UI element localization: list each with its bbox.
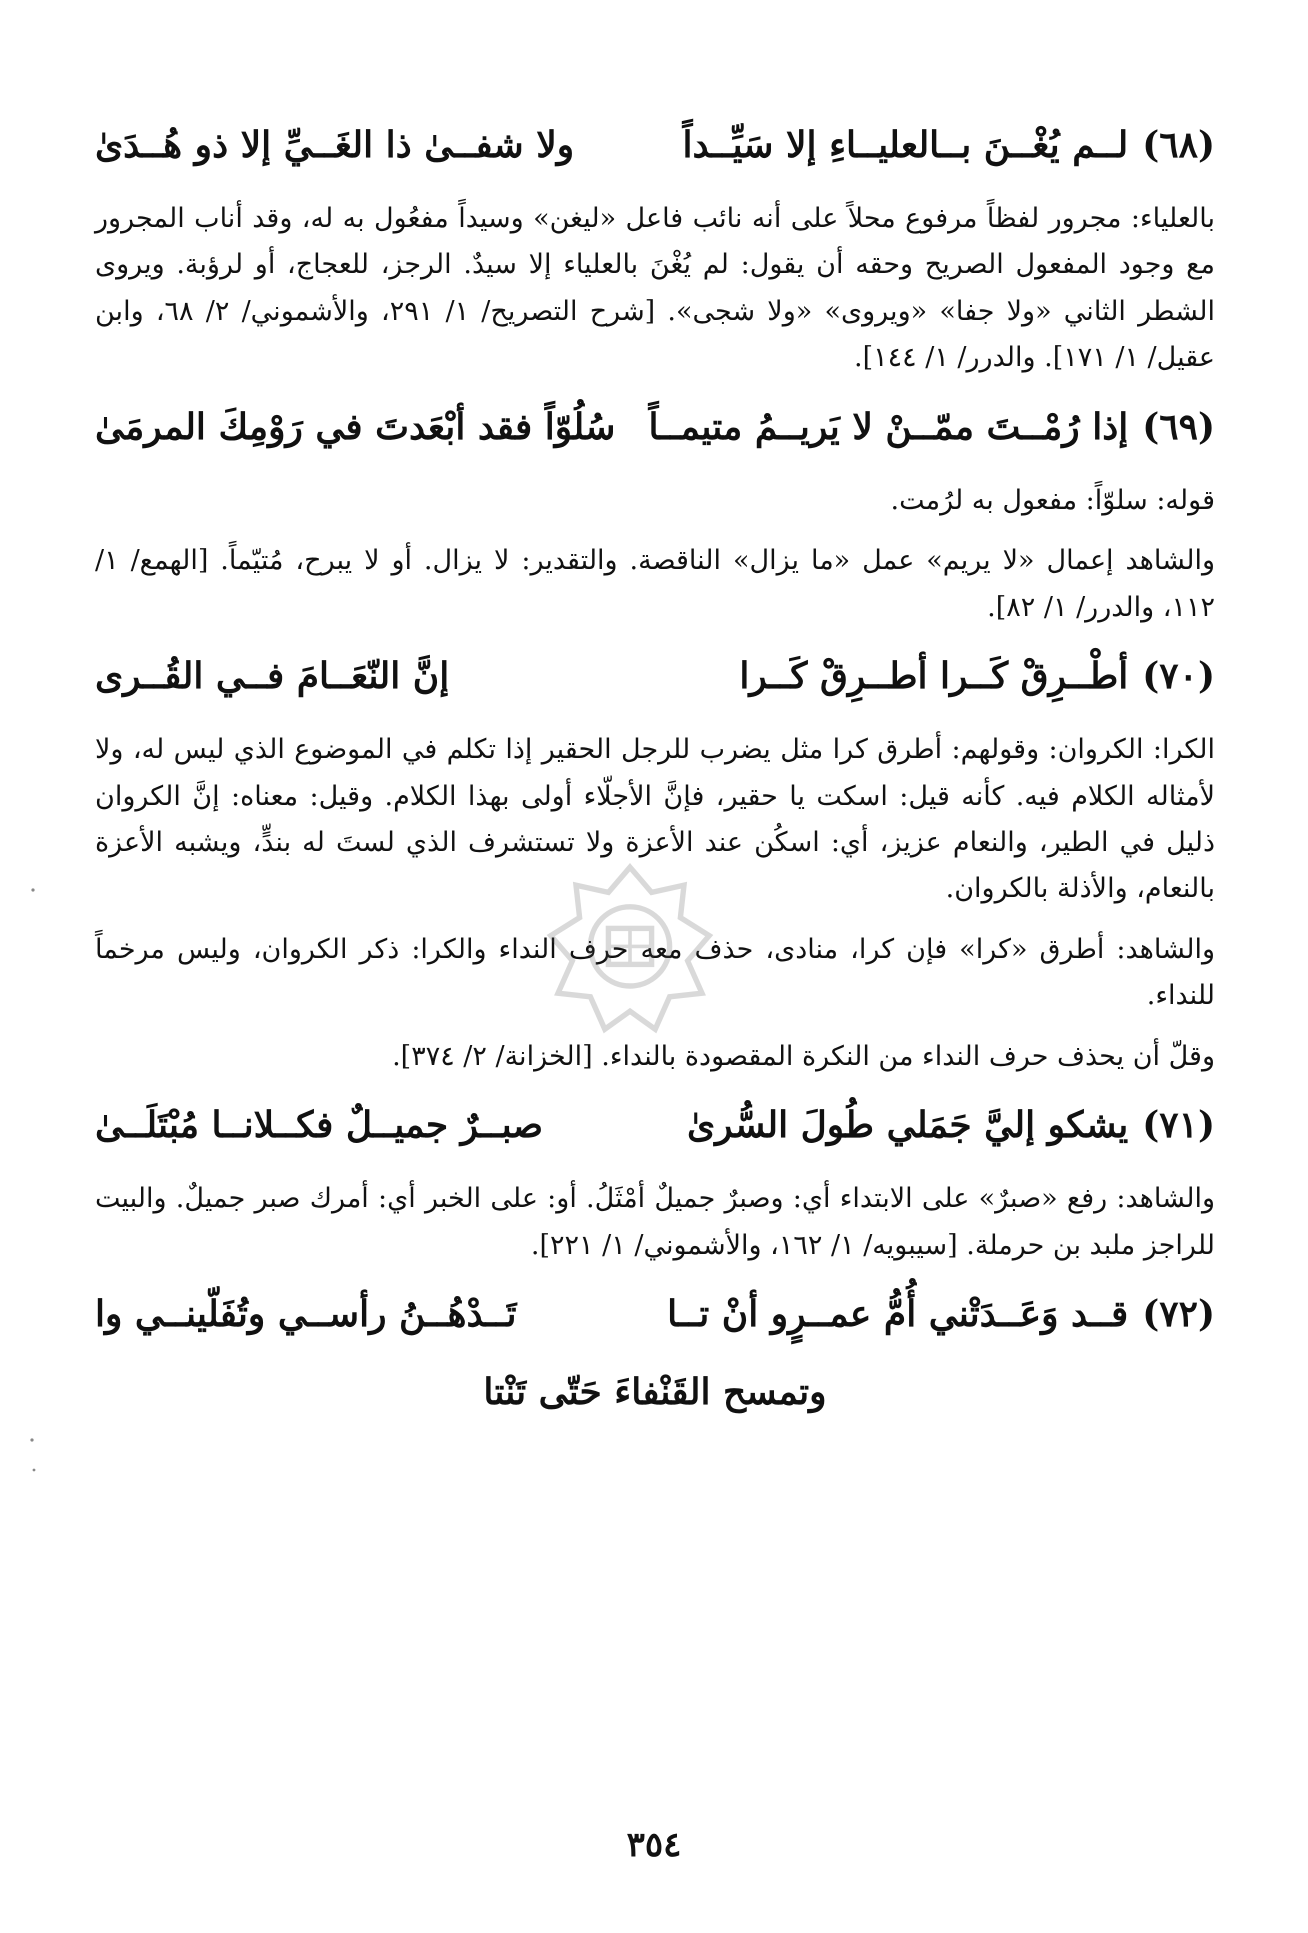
commentary-70-gloss: الكرا: الكروان: وقولهم: أطرق كرا مثل يضرب للرجل الحقير إذا تكلم في الموضوع الذي ليس له، ولا لأمثاله الكلام فيه. كأنه قيل: اسكت يا حقير، فإنَّ الأجلّاء أولى بهذا الكلام. وقيل: معناه: إنَّ الكروان ذليل في الطير، والنعام عزيز، أي: اسكُن عند الأعزة ولا تستشرف الذي لستَ له بندٍّ، ويشبه الأعزة بالنعام، والأذلة بالكروان. xyxy=(95,734,1215,905)
commentary-71: والشاهد: رفع «صبرٌ» على الابتداء أي: وصبرٌ جميلٌ أمْثَلُ. أو: على الخبر أي: أمرك صبر جميلٌ. والبيت للراجز ملبد بن حرملة. [سيبويه/ ١/ ١٦٢، والأشموني/ ١/ ٢٢١]. xyxy=(95,1183,1215,1261)
margin-specks xyxy=(28,880,38,1480)
verse-second-hemistich: ولا شفــىٰ ذا الغَــيِّ إلا ذو هُــدَىٰ xyxy=(95,124,575,166)
page-body xyxy=(95,100,1215,1419)
verse-71 xyxy=(95,1098,1215,1152)
verse-first-hemistich: لــم يُغْــنَ بــالعليــاءِ إلا سَيِّــداً xyxy=(682,124,1129,166)
commentary-68: بالعلياء: مجرور لفظاً مرفوع محلاً على أنه نائب فاعل «ليغن» وسيداً مفعُول به له، وقد أناب المجرور مع وجود المفعول الصريح وحقه أن يقول: لم يُغْنَ بالعلياء إلا سيدٌ. الرجز، للعجاج، أو لرؤبة. ويروى الشطر الثاني «ولا جفا» «ويروى» «ولا شجى». [شرح التصريح/ ١/ ٢٩١، والأشموني/ ٢/ ٦٨، وابن عقيل/ ١/ ١٧١]. والدرر/ ١/ ١٤٤]. xyxy=(95,203,1215,374)
commentary-69-evidence: والشاهد إعمال «لا يريم» عمل «ما يزال» الناقصة. والتقدير: لا يزال. أو لا يبرح، مُتيّماً. [الهمع/ ١/ ١١٢، والدرر/ ١/ ٨٢]. xyxy=(95,545,1215,623)
verse-70 xyxy=(95,649,1215,703)
verse-number: (٧١) xyxy=(1142,1104,1215,1147)
verse-72 xyxy=(95,1287,1215,1341)
verse-first-hemistich: إذا رُمْــتَ ممّــنْ لا يَريــمُ متيمــاً xyxy=(648,405,1129,448)
verse-second-hemistich: تَــدْهُــنُ رأســي وتُفَلّينــي وا xyxy=(95,1293,517,1335)
verse-69 xyxy=(95,400,1215,454)
verse-number: (٦٩) xyxy=(1142,405,1215,448)
verse-first-hemistich: قــد وَعَــدَتْني أُمُّ عمــرٍو أنْ تــا xyxy=(667,1293,1129,1335)
verse-first-hemistich: يشكو إليَّ جَمَلي طُولَ السُّرىٰ xyxy=(686,1104,1129,1147)
commentary-70-evidence: والشاهد: أطرق «كرا» فإن كرا، منادى، حذف معه حرف النداء والكرا: ذكر الكروان، وليس مرخماً للنداء. xyxy=(95,933,1215,1012)
commentary-70-note: وقلّ أن يحذف حرف النداء من النكرة المقصودة بالنداء. [الخزانة/ ٢/ ٣٧٤]. xyxy=(392,1040,1215,1072)
page-number: ٣٥٤ xyxy=(626,1825,682,1865)
verse-second-hemistich: سُلُوّاً فقد أبْعَدتَ في رَوْمِكَ المرمَىٰ xyxy=(95,405,616,448)
commentary-69-gloss: قوله: سلوّاً: مفعول به لرُمت. xyxy=(890,484,1215,516)
verse-number: (٧٢) xyxy=(1142,1293,1215,1335)
verse-68 xyxy=(95,118,1215,172)
library-seal-watermark-icon xyxy=(540,860,720,1040)
verse-72-third-line: وتمسح القَنْفاءَ حَتّى تَنْتا xyxy=(483,1371,827,1413)
verse-number: (٧٠) xyxy=(1142,655,1215,698)
verse-first-hemistich: أطْــرِقْ كَــرا أطــرِقْ كَــرا xyxy=(739,655,1129,698)
verse-second-hemistich: إنَّ النّعَــامَ فــي القُــرى xyxy=(95,655,450,698)
verse-number: (٦٨) xyxy=(1142,124,1215,166)
verse-second-hemistich: صبــرٌ جميــلٌ فكــلانــا مُبْتَلَــىٰ xyxy=(95,1104,544,1147)
